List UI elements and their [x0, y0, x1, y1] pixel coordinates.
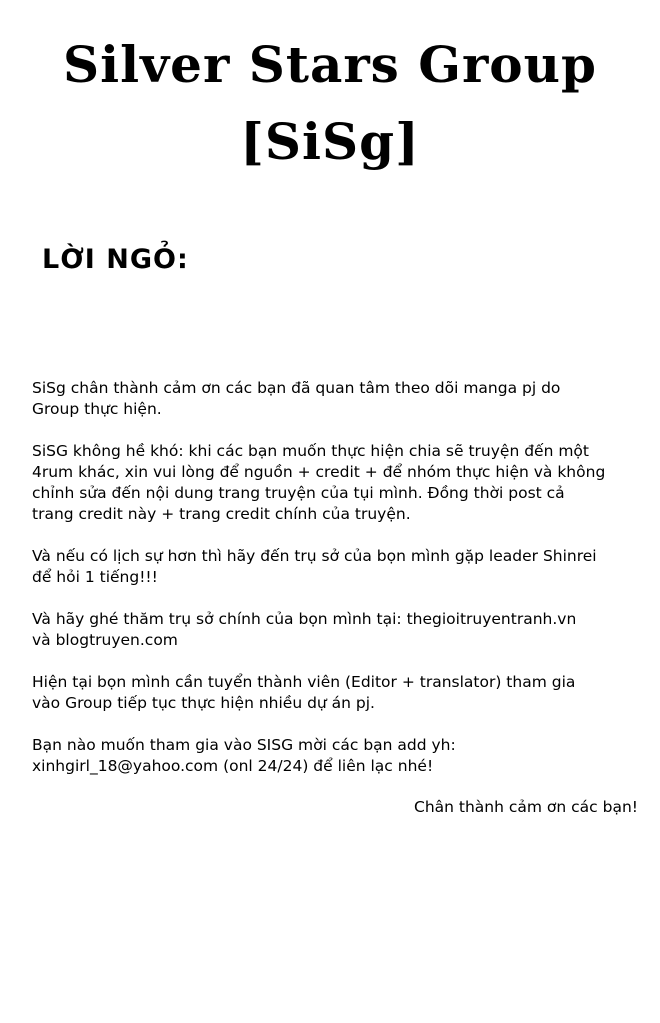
text-line: chỉnh sửa đến nội dung trang truyện của tụi mình. Đồng thời post cả [32, 484, 565, 502]
paragraph-recruitment [32, 672, 644, 714]
text-line: Group thực hiện. [32, 400, 162, 418]
paragraph-contact [32, 735, 644, 777]
paragraph-sharing-rules [32, 441, 644, 525]
message-body [32, 378, 644, 798]
text-line: trang credit này + trang credit chính của truyện. [32, 505, 411, 523]
group-tag: [SiSg] [240, 112, 420, 171]
text-line: Bạn nào muốn tham gia vào SISG mời các bạn add yh: [32, 736, 456, 754]
text-line: SiSg chân thành cảm ơn các bạn đã quan tâm theo dõi manga pj do [32, 379, 561, 397]
text-line: Hiện tại bọn mình cần tuyển thành viên (Editor + translator) tham gia [32, 673, 576, 691]
text-line: 4rum khác, xin vui lòng để nguồn + credit + để nhóm thực hiện và không [32, 463, 606, 481]
intro-heading: LỜI NGỎ: [42, 244, 189, 275]
closing-signoff: Chân thành cảm ơn các bạn! [414, 798, 638, 816]
text-line: để hỏi 1 tiếng!!! [32, 568, 158, 586]
text-line: vào Group tiếp tục thực hiện nhiều dự án pj. [32, 694, 375, 712]
paragraph-thanks [32, 378, 644, 420]
text-line: Và hãy ghé thăm trụ sở chính của bọn mình tại: thegioitruyentranh.vn [32, 610, 577, 628]
text-line: Và nếu có lịch sự hơn thì hãy đến trụ sở của bọn mình gặp leader Shinrei [32, 547, 597, 565]
paragraph-courtesy [32, 546, 644, 588]
text-line: SiSG không hề khó: khi các bạn muốn thực hiện chia sẽ truyện đến một [32, 442, 589, 460]
text-line: xinhgirl_18@yahoo.com (onl 24/24) để liên lạc nhé! [32, 757, 434, 775]
text-line: và blogtruyen.com [32, 631, 178, 649]
group-title: Silver Stars Group [63, 35, 597, 94]
paragraph-websites [32, 609, 644, 651]
